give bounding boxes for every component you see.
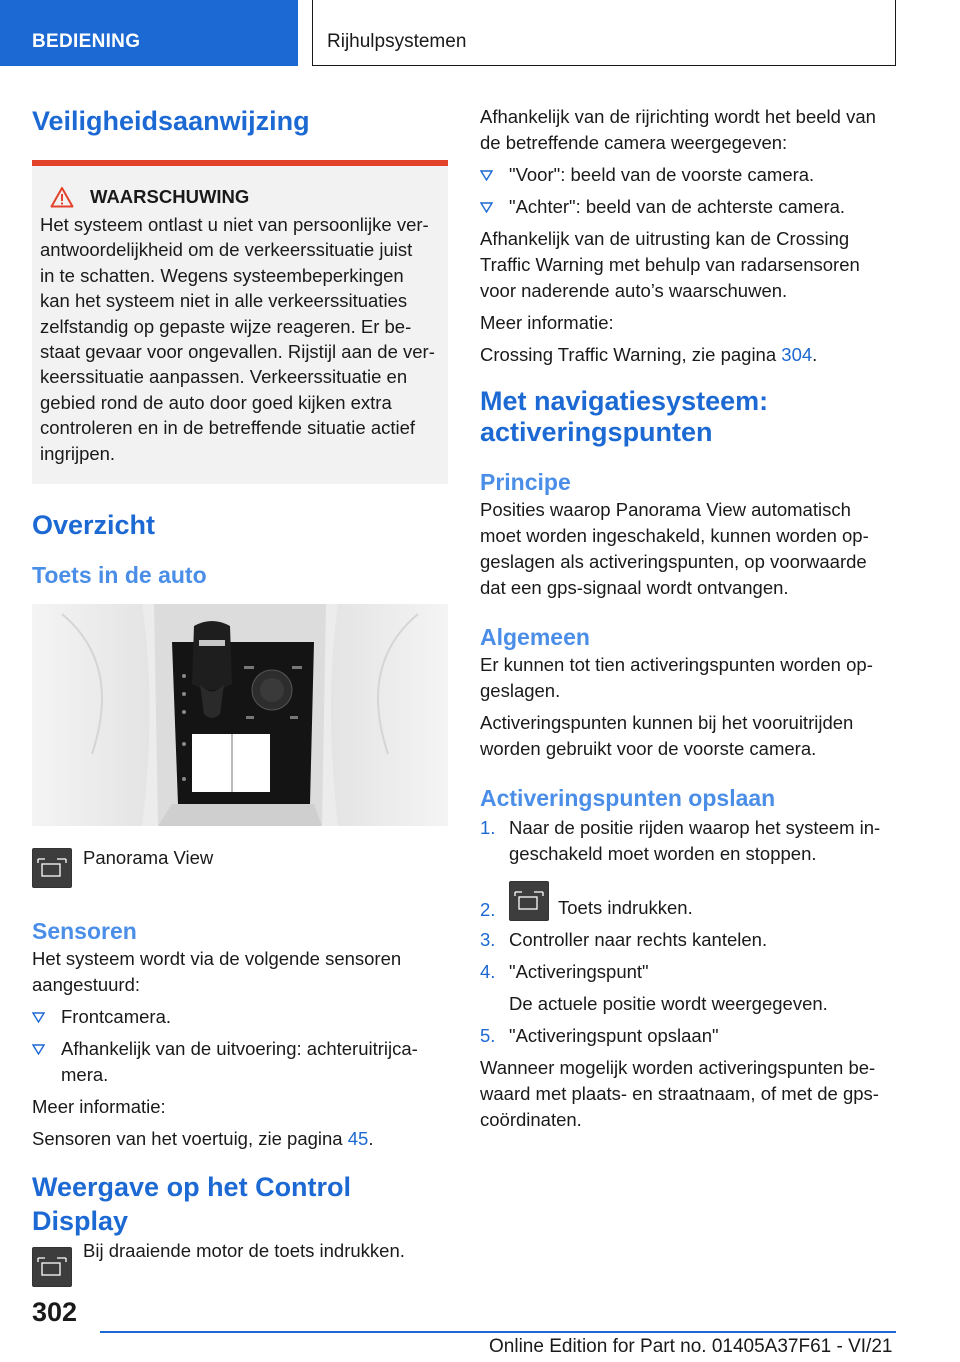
step-item: 1. Naar de positie rijden waarop het systeem in- geschakeld moet worden en stoppen. [480,817,881,864]
panorama-view-key-icon [32,848,72,888]
warning-text: Het systeem ontlast u niet van persoonlijke ver- antwoordelijkheid om de verkeerssituatie juist in te schatten. Wegens systeembeperkingen kan het systeem niet in alle verkeerssituaties zelfstandig op gepaste wijze reageren. Er be- staat gevaar voor ongevallen. Rijstijl aan de ver- keerssituatie aanpassen. Verkeerssituatie en gebied rond de auto door goed kijken extra controleren en in de betreffende situatie actief ingrijpen. [40,214,435,464]
triangle-bullet-icon [32,1012,45,1023]
panorama-view-key-icon [32,1247,72,1287]
camera-list [480,162,896,220]
heading-safety: Veiligheidsaanwijzing [32,106,310,136]
sensors-intro: Het systeem wordt via de volgende sensoren aangestuurd: [32,948,402,996]
heading-control-display: Weergave op het Control Display [32,1172,352,1237]
camera-intro: Afhankelijk van de rijrichting wordt het beeld van de betreffende camera weergegeven: [480,106,876,153]
console-illustration [32,604,448,826]
ctw-reference: Crossing Traffic Warning, zie pagina 304. [480,344,818,365]
principle-text: Posities waarop Panorama View automatisch moet worden ingeschakeld, kunnen worden op- geslagen als activeringspunten, op voorwaarde dat een gps-signaal wordt ontvangen. [480,499,869,598]
display-key-row [32,1238,448,1287]
display-instruction: Bij draaiende motor de toets indrukken. [83,1240,405,1262]
heading-store-points: Activeringspunten opslaan [480,785,776,811]
edition-note: Online Edition for Part no. 01405A37F61 - VI/21 [489,1336,893,1357]
heading-general: Algemeen [480,624,590,650]
panorama-view-key-icon [509,881,549,921]
step-item: 2. Toets indrukken. [480,881,896,921]
page-link-45[interactable]: 45 [347,1128,369,1150]
step-item: 5. "Activeringspunt opslaan" [480,1025,719,1046]
footer-divider [100,1331,896,1333]
right-column [480,104,896,1133]
heading-overview: Overzicht [32,510,156,541]
page-number: 302 [32,1297,78,1327]
warning-header [50,186,440,208]
panorama-view-key-row [32,848,448,888]
step-item: 4. "Activeringspunt" De actuele positie wordt weergegeven. [480,961,828,1014]
heading-button-in-car: Toets in de auto [32,562,207,589]
key-caption: Panorama View [83,847,214,869]
list-item: Frontcamera. [32,1004,448,1030]
steps-list [480,815,896,1049]
list-item: "Achter": beeld van de achterste camera. [480,194,896,220]
heading-navigation: Met navigatiesysteem: activeringspunten [480,386,769,447]
triangle-bullet-icon [480,202,493,213]
closing-text: Wanneer mogelijk worden activeringspunten be- waard met plaats- en straatnaam, of met de gps- coördinaten. [480,1057,879,1130]
sensors-list [32,1004,448,1088]
list-item: Afhankelijk van de uitvoering: achteruitrijca- mera. [32,1036,448,1088]
general-text-1: Er kunnen tot tien activeringspunten worden op- geslagen. [480,654,873,701]
triangle-bullet-icon [480,170,493,181]
left-column [32,100,448,1287]
list-item: "Voor": beeld van de voorste camera. [480,162,896,188]
ctw-text: Afhankelijk van de uitrusting kan de Crossing Traffic Warning met behulp van radarsensoren voor naderende auto’s waarschuwen. [480,228,860,301]
warning-box [32,160,448,484]
center-console-photo [32,604,448,826]
heading-sensors: Sensoren [32,918,137,945]
general-text-2: Activeringspunten kunnen bij het vooruitrijden worden gebruikt voor de voorste camera. [480,712,854,759]
warning-triangle-icon [50,186,74,208]
warning-title: WAARSCHUWING [90,186,250,207]
page-link-304[interactable]: 304 [781,344,813,365]
step-item: 3. Controller naar rechts kantelen. [480,929,768,950]
heading-principle: Principe [480,469,571,495]
more-info-label: Meer informatie: [480,312,614,333]
section-tab: BEDIENING [0,0,298,66]
sensors-reference: Sensoren van het voertuig, zie pagina 45. [32,1128,374,1150]
triangle-bullet-icon [32,1044,45,1055]
chapter-title: Rijhulpsystemen [312,0,896,66]
page-header [0,0,960,66]
more-info-label: Meer informatie: [32,1096,166,1118]
